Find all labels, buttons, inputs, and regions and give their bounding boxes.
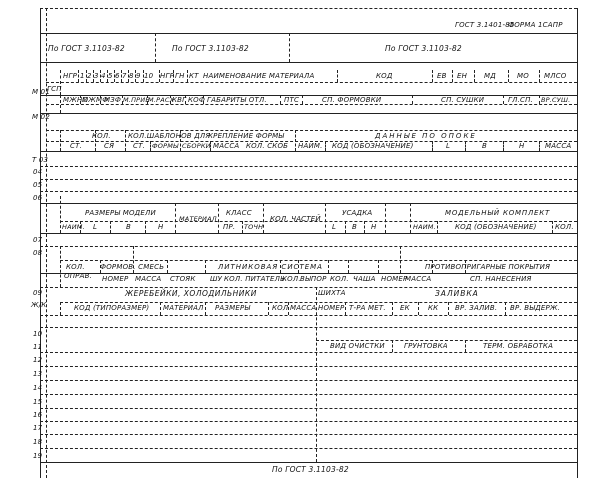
- m01-div: [78, 70, 79, 82]
- r08-litnikovaya: ЛИТНИКОВАЯ СИСТЕМА: [218, 263, 323, 271]
- row-label-06: 06: [33, 194, 43, 202]
- t03-kol-shablonov: КОЛ.ШАБЛОНОВ ДЛЯ: [128, 132, 211, 140]
- r06-div: [552, 221, 553, 233]
- frame-right: [577, 8, 578, 478]
- m02-div: [503, 95, 504, 104]
- r06-usadka-b: В: [352, 223, 358, 231]
- row-label-09: 09: [33, 289, 43, 297]
- row-label-07: 07: [33, 236, 43, 244]
- m01-ev: ЕВ: [437, 72, 447, 80]
- m01-div: [187, 70, 188, 82]
- zhk-div: [268, 302, 269, 315]
- m01-div: [539, 70, 540, 82]
- t03-div: [60, 130, 61, 151]
- zhk-vr-vyderzh: ВР. ВЫДЕРЖ.: [510, 304, 561, 312]
- row-label-10: 10: [33, 330, 43, 338]
- r08-sp-naneseniya: СП. НАНЕСЕНИЯ: [470, 275, 532, 283]
- r08-div: [60, 196, 61, 233]
- t03-div: [295, 130, 296, 151]
- row-label-12: 12: [33, 356, 43, 364]
- row-label-14: 14: [33, 384, 43, 392]
- row-line: [46, 82, 577, 83]
- row-line: [40, 246, 577, 247]
- row-label-13: 13: [33, 370, 43, 378]
- r08-shu: ШУ: [210, 275, 223, 283]
- row-line: [40, 315, 577, 316]
- r11-vid-ochistki: ВИД ОЧИСТКИ: [330, 342, 385, 350]
- row-label-15: 15: [33, 398, 43, 406]
- m01-material-name: НАИМЕНОВАНИЕ МАТЕРИАЛА: [203, 72, 315, 80]
- t03-formy: ФОРМЫ: [152, 142, 179, 150]
- t03-massa: МАССА: [213, 142, 240, 150]
- m01-mlso: МЛСО: [544, 72, 567, 80]
- zhk-div: [505, 302, 506, 315]
- m02-sp-formovki: СП. ФОРМОВКИ: [322, 96, 382, 104]
- header-div-2: [289, 33, 290, 62]
- m02-div: [60, 95, 61, 113]
- row-line: [40, 166, 577, 167]
- r11-gruntovka: ГРУНТОВКА: [404, 342, 448, 350]
- r08-formov-smes: ФОРМОВ. СМЕСЬ: [100, 263, 165, 271]
- r06-usadka: УСАДКА: [342, 209, 373, 217]
- r06-div: [175, 203, 176, 233]
- row-line: [40, 113, 577, 114]
- row-line: [40, 273, 577, 274]
- m02-sp-sushki: СП. СУШКИ: [441, 96, 485, 104]
- m01-en: ЕН: [457, 72, 468, 80]
- t03-div: [503, 141, 504, 151]
- zhk-shikhta: ШИХТА: [318, 289, 346, 297]
- m02-vr-sush: ВР.СУШ.: [541, 96, 571, 104]
- r08-div: [60, 246, 61, 287]
- t03-div: [125, 130, 126, 151]
- m01-n4: 4: [101, 72, 106, 80]
- r06-pr: ПР.: [223, 223, 236, 231]
- gost-reference-2: По ГОСТ 3.1103-82: [172, 44, 249, 53]
- m01-mo: МО: [517, 72, 529, 80]
- zhk-vr-zaliv: ВР. ЗАЛИВ.: [455, 304, 498, 312]
- header-line: [40, 33, 577, 34]
- r08-pitatel: КОЛ. ПИТАТЕЛЬ: [224, 275, 286, 283]
- m01-div: [474, 70, 475, 82]
- footer-line: [40, 462, 577, 463]
- zhk-div: [160, 302, 161, 315]
- r06-tochn: ТОЧН: [244, 223, 264, 231]
- row-line: [40, 233, 577, 234]
- m01-md: МД: [484, 72, 496, 80]
- m02-kof: КОФ: [188, 96, 206, 104]
- zhk-zherebeyki: ЖЕРЕБЕЙКИ, ХОЛОДИЛЬНИКИ: [125, 289, 257, 298]
- r06-usadka-h: Н: [371, 223, 377, 231]
- footer-gost-reference: По ГОСТ 3.1103-82: [272, 465, 349, 474]
- form-number: ФОРМА 1САПР: [508, 21, 563, 29]
- row-label-11: 11: [33, 343, 43, 351]
- t03-kol: КОЛ.: [92, 132, 111, 140]
- r08-stoyak: СТОЯК: [170, 275, 196, 283]
- row-label-t03: Т 03: [32, 156, 49, 164]
- m01-n6: 6: [115, 72, 120, 80]
- row-line: [40, 327, 577, 328]
- zhk-div: [316, 287, 317, 462]
- r06-div: [385, 203, 386, 233]
- row-label-19: 19: [33, 452, 43, 460]
- r08-chasha: ЧАША: [353, 275, 376, 283]
- t03-naim: НАИМ.: [298, 142, 323, 150]
- r11-term-obrabotka: ТЕРМ. ОБРАБОТКА: [483, 342, 554, 350]
- r06-h: Н: [158, 223, 164, 231]
- t03-dannye: ДАННЫЕ ПО ОПОКЕ: [375, 132, 477, 140]
- row-label-m02: М 02: [32, 113, 50, 121]
- m01-div: [452, 70, 453, 82]
- r08-protivopr: ПРОТИВОПРИГАРНЫЕ ПОКРЫТИЯ: [425, 263, 551, 271]
- m01-n9: 9: [136, 72, 141, 80]
- t03-b: В: [482, 142, 488, 150]
- row-label-05: 05: [33, 181, 43, 189]
- r06-usadka-l: L: [332, 223, 337, 231]
- t03-div: [539, 141, 540, 151]
- r06-model-komplekt: МОДЕЛЬНЫЙ КОМПЛЕКТ: [445, 209, 551, 217]
- m02-mrash: М.РАСХ: [148, 96, 175, 104]
- t03-div: [325, 141, 326, 151]
- row-line: [40, 366, 577, 367]
- r08-kol-oprav-2: ОПРАВ.: [64, 272, 93, 280]
- r08-massa: МАССА: [135, 275, 162, 283]
- row-line: [40, 151, 577, 152]
- r06-div: [110, 221, 111, 233]
- row-label-18: 18: [33, 438, 43, 446]
- t03-kod-obozn: КОД (ОБОЗНАЧЕНИЕ): [332, 142, 414, 150]
- row-label-04: 04: [33, 168, 43, 176]
- row-line: [40, 394, 577, 395]
- r06-kod-obozn: КОД (ОБОЗНАЧЕНИЕ): [455, 223, 537, 231]
- m02-mzhno: МЖНО: [63, 96, 89, 104]
- row-line: [60, 302, 577, 303]
- r06-div: [410, 203, 411, 233]
- r06-naim: НАИМ.: [62, 223, 85, 231]
- row-label-m01: М 01: [32, 88, 50, 96]
- m01-n5: 5: [108, 72, 113, 80]
- m01-n8: 8: [129, 72, 134, 80]
- row-label-16: 16: [33, 411, 43, 419]
- r08-div: [167, 260, 168, 273]
- row-line: [40, 380, 577, 381]
- t03-div: [432, 141, 433, 151]
- r08-kol2: КОЛ.: [330, 275, 349, 283]
- row-line: [40, 179, 577, 180]
- m01-gn: ГН: [175, 72, 185, 80]
- r06-div: [242, 221, 243, 233]
- t03-div: [150, 141, 151, 151]
- zhk-div: [448, 302, 449, 315]
- r06-div: [218, 203, 219, 233]
- r06-klass: КЛАСС: [226, 209, 252, 217]
- zhk-razmery: РАЗМЕРЫ: [215, 304, 251, 312]
- m01-div: [508, 70, 509, 82]
- row-line: [40, 352, 577, 353]
- zhk-div: [392, 302, 393, 315]
- zhk-kk: КК: [428, 304, 439, 312]
- row-line: [40, 408, 577, 409]
- r08-massa2: МАССА: [405, 275, 432, 283]
- zhk-zalivka: ЗАЛИВКА: [435, 289, 479, 298]
- zhk-t-ra: Т-РА МЕТ.: [349, 304, 386, 312]
- r06-naim2: НАИМ.: [413, 223, 436, 231]
- zhk-ek: ЕК: [400, 304, 410, 312]
- row-line: [316, 340, 577, 341]
- row-line: [40, 448, 577, 449]
- t03-l: L: [446, 142, 451, 150]
- r08-div: [378, 260, 379, 273]
- t03-h: Н: [519, 142, 525, 150]
- zhk-material: МАТЕРИАЛ: [163, 304, 204, 312]
- r08-div: [328, 260, 329, 273]
- m02-div: [539, 95, 540, 104]
- r08-nomer: НОМЕР: [102, 275, 129, 283]
- m01-n10: 10: [144, 72, 154, 80]
- m02-pts: ПТС: [284, 96, 300, 104]
- t03-sya: СЯ: [104, 142, 115, 150]
- zhk-div: [418, 302, 419, 315]
- header-div-1: [155, 33, 156, 62]
- m02-div: [302, 95, 303, 104]
- row-label-zhk: Ж/К: [31, 301, 47, 309]
- t03-kol-skob: КОЛ. СКОБ: [246, 142, 289, 150]
- m01-n3: 3: [94, 72, 99, 80]
- r06-material: МАТЕРИАЛ: [179, 215, 217, 223]
- r06-div: [325, 203, 326, 233]
- t03-sborki: СБОРКИ: [182, 142, 211, 150]
- r08-div: [205, 260, 206, 273]
- m01-div: [337, 70, 338, 82]
- m01-kt: КТ: [189, 72, 199, 80]
- gost-reference-1: По ГОСТ 3.1103-82: [48, 44, 125, 53]
- r06-kol: КОЛ.: [555, 223, 574, 231]
- r11-div: [392, 340, 393, 352]
- r06-div: [364, 221, 365, 233]
- m01-ngr2: НГР: [160, 72, 174, 80]
- m02-gabarity: ГАБАРИТЫ ОТЛ.: [207, 96, 267, 104]
- m01-n7: 7: [122, 72, 127, 80]
- zhk-kol: КОЛ: [272, 304, 289, 312]
- m01-n1: 1: [80, 72, 85, 80]
- r06-kol-chastey: КОЛ. ЧАСТЕЙ: [270, 215, 321, 223]
- m02-div: [280, 95, 281, 104]
- r08-kol: КОЛ.: [282, 275, 301, 283]
- row-line: [40, 203, 577, 204]
- m02-kvg: КВГ: [172, 96, 187, 104]
- header-bottom: [40, 62, 577, 63]
- m01-code: КОД: [376, 72, 393, 80]
- zhk-div: [205, 302, 206, 315]
- zhk-kod-tipo: КОД (ТИПОРАЗМЕР): [74, 304, 150, 312]
- m01-n2: 2: [87, 72, 92, 80]
- row-line: [40, 434, 577, 435]
- r06-b: В: [126, 223, 132, 231]
- r06-l: L: [93, 223, 98, 231]
- m02-div: [412, 95, 413, 104]
- r11-div: [465, 340, 466, 352]
- m01-div: [432, 70, 433, 82]
- r06-razmery-modeli: РАЗМЕРЫ МОДЕЛИ: [85, 209, 156, 217]
- m02-mzhmf: МЖМФ: [82, 96, 109, 104]
- gost-reference-3: По ГОСТ 3.1103-82: [385, 44, 462, 53]
- r08-nomer2: НОМЕР: [381, 275, 408, 283]
- r08-vypor: ВЫПОР: [300, 275, 327, 283]
- m01-ngr: НГР: [63, 72, 77, 80]
- r08-div: [400, 246, 401, 273]
- row-line: [40, 421, 577, 422]
- frame-top: [40, 8, 577, 9]
- row-line: [46, 104, 577, 105]
- m02-mzf: МЗФ: [104, 96, 122, 104]
- t03-div: [465, 141, 466, 151]
- m02-gl-sp: ГЛ.СП.: [508, 96, 533, 104]
- m01-gsp: ГСП: [47, 85, 62, 93]
- r08-div: [348, 260, 349, 273]
- m02-mpriv: М.ПРИВ: [123, 96, 151, 104]
- t03-st: СТ.: [70, 142, 82, 150]
- row-line: [40, 287, 577, 288]
- r06-div: [437, 221, 438, 233]
- r06-div: [345, 221, 346, 233]
- r06-div: [145, 221, 146, 233]
- row-line: [60, 260, 577, 261]
- zhk-massa: МАССА: [290, 304, 317, 312]
- zhk-div: [60, 302, 61, 315]
- standard-number: ГОСТ 3.1401-85: [455, 21, 515, 29]
- row-label-17: 17: [33, 424, 43, 432]
- r08-kol-oprav-1: КОЛ.: [66, 263, 85, 271]
- row-label-08: 08: [33, 249, 43, 257]
- zhk-nomer: НОМЕР: [318, 304, 345, 312]
- t03-kreplenie: КРЕПЛЕНИЕ ФОРМЫ: [208, 132, 285, 140]
- row-line: [40, 191, 577, 192]
- t03-st2: СТ.: [133, 142, 145, 150]
- t03-massa2: МАССА: [545, 142, 572, 150]
- zhk-div: [345, 302, 346, 315]
